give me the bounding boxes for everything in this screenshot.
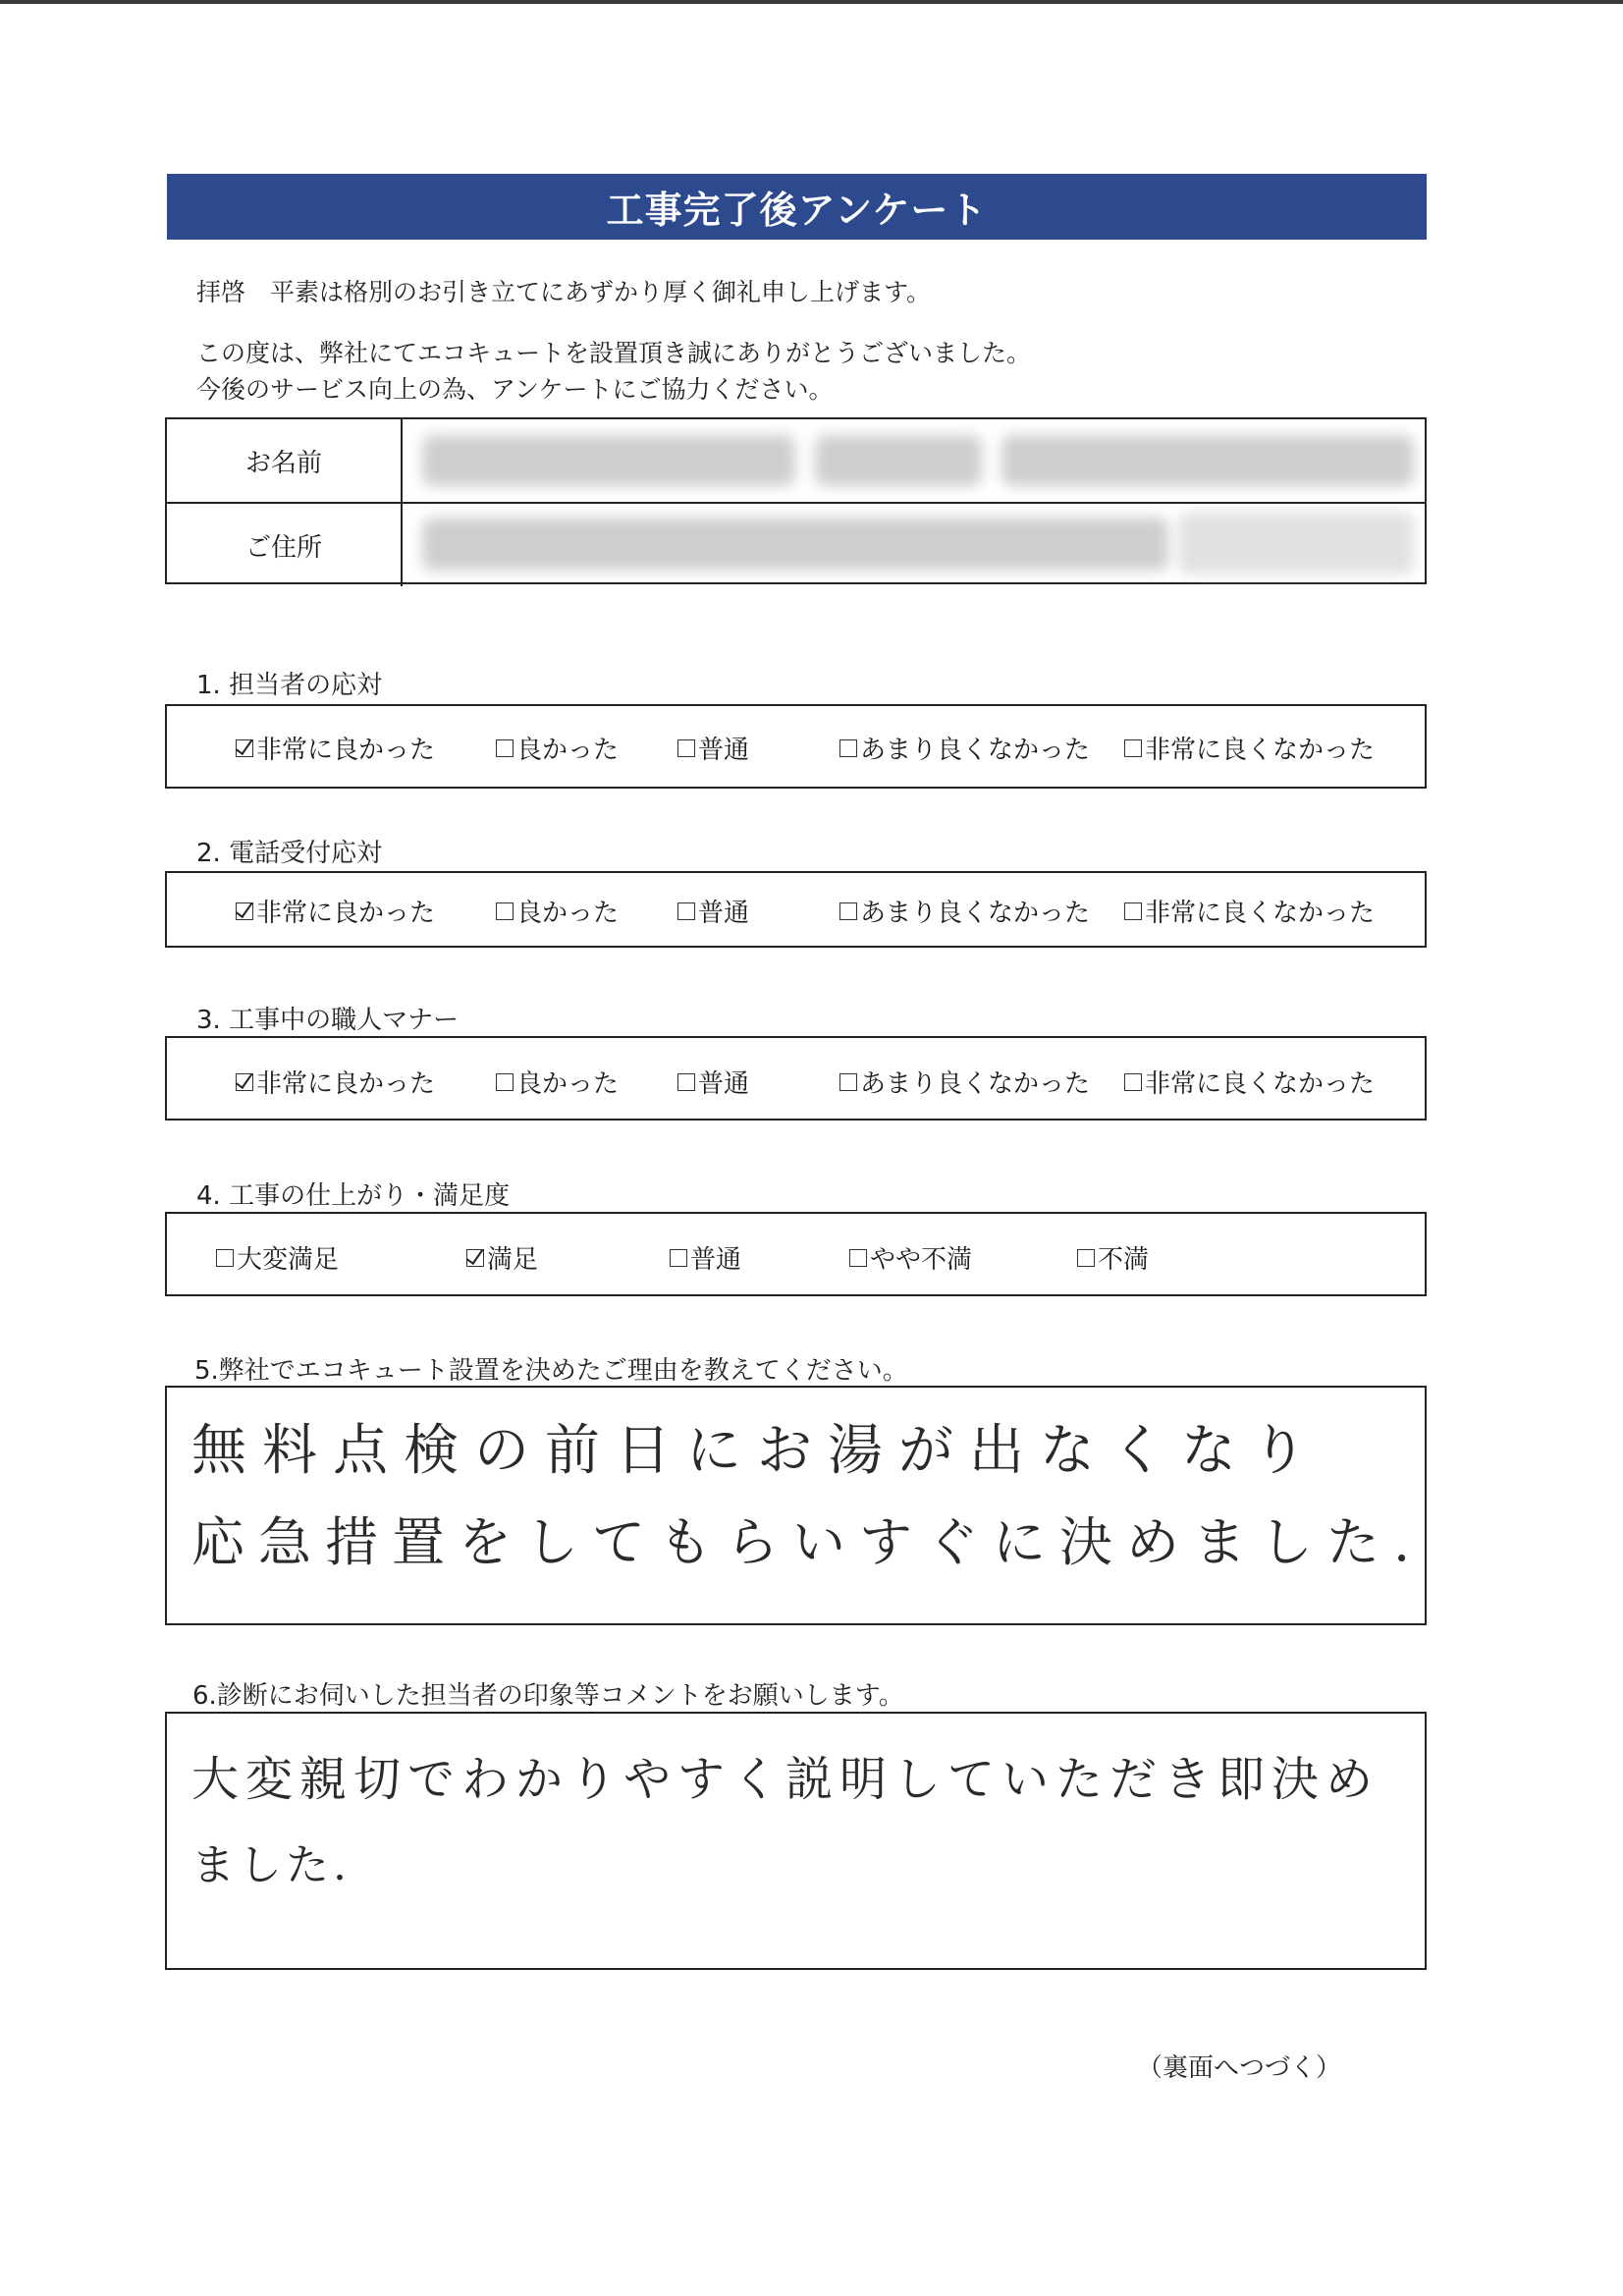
question-3-options [165, 1036, 1427, 1121]
name-label: お名前 [167, 419, 403, 502]
q4-option-satisfied[interactable]: 満足 [466, 1239, 538, 1276]
checkbox-icon[interactable] [677, 1073, 695, 1091]
checkbox-icon[interactable] [670, 1249, 687, 1267]
request-line: 今後のサービス向上の為、アンケートにご協力ください。 [196, 375, 834, 404]
q3-option-very-bad[interactable]: 非常に良くなかった [1124, 1064, 1375, 1100]
q5-answer-line-1: 無料点検の前日にお湯が出なくなり [191, 1419, 1323, 1483]
q6-answer-line-1: 大変親切でわかりやすく説明していただき即決め [191, 1752, 1380, 1807]
address-value-redacted [403, 504, 1425, 586]
q1-option-good[interactable]: 良かった [496, 730, 619, 766]
name-value-redacted [403, 419, 1425, 502]
q4-option-slightly-dissatisfied[interactable]: やや不満 [849, 1239, 972, 1276]
q1-option-very-good[interactable]: 非常に良かった [236, 730, 435, 766]
q3-option-very-good[interactable]: 非常に良かった [236, 1064, 435, 1100]
q1-option-not-good[interactable]: あまり良くなかった [839, 730, 1090, 766]
question-4-options [165, 1212, 1427, 1296]
checkbox-icon[interactable] [849, 1249, 867, 1267]
checkbox-checked-icon[interactable] [236, 739, 253, 757]
checkbox-icon[interactable] [496, 1073, 514, 1091]
checkbox-icon[interactable] [839, 739, 857, 757]
q2-option-normal[interactable]: 普通 [677, 893, 749, 929]
q5-answer-line-2: 応急措置をしてもらいすぐに決めました. [191, 1511, 1425, 1573]
question-1-label: 1. 担当者の応対 [196, 671, 383, 700]
greeting-line: 拝啓 平素は格別のお引き立てにあずかり厚く御礼申し上げます。 [196, 278, 932, 306]
question-4-label: 4. 工事の仕上がり・満足度 [196, 1181, 511, 1211]
name-row [167, 419, 1425, 502]
checkbox-icon[interactable] [839, 902, 857, 920]
q2-option-good[interactable]: 良かった [496, 893, 619, 929]
checkbox-icon[interactable] [1124, 902, 1142, 920]
checkbox-icon[interactable] [677, 739, 695, 757]
checkbox-icon[interactable] [677, 902, 695, 920]
question-2-label: 2. 電話受付応対 [196, 839, 383, 868]
question-5-answer-box[interactable] [165, 1386, 1427, 1625]
q3-option-good[interactable]: 良かった [496, 1064, 619, 1100]
q1-option-very-bad[interactable]: 非常に良くなかった [1124, 730, 1375, 766]
q4-option-very-satisfied[interactable]: 大変満足 [216, 1239, 339, 1276]
checkbox-icon[interactable] [839, 1073, 857, 1091]
q2-option-very-bad[interactable]: 非常に良くなかった [1124, 893, 1375, 929]
address-row [167, 502, 1425, 586]
checkbox-icon[interactable] [216, 1249, 234, 1267]
checkbox-checked-icon[interactable] [236, 902, 253, 920]
continued-on-back-note: （裏面へつづく） [1137, 2053, 1342, 2083]
checkbox-icon[interactable] [1124, 1073, 1142, 1091]
page-title: 工事完了後アンケート [167, 174, 1427, 240]
q1-option-normal[interactable]: 普通 [677, 730, 749, 766]
q3-option-normal[interactable]: 普通 [677, 1064, 749, 1100]
address-label: ご住所 [167, 504, 403, 586]
q3-option-not-good[interactable]: あまり良くなかった [839, 1064, 1090, 1100]
checkbox-checked-icon[interactable] [466, 1249, 484, 1267]
page-top-edge [0, 0, 1623, 4]
question-6-answer-box[interactable] [165, 1712, 1427, 1970]
q4-option-normal[interactable]: 普通 [670, 1239, 741, 1276]
checkbox-icon[interactable] [1124, 739, 1142, 757]
checkbox-icon[interactable] [1077, 1249, 1095, 1267]
q6-answer-line-2: ました. [191, 1840, 351, 1890]
customer-info-table [165, 417, 1427, 584]
question-6-label: 6.診断にお伺いした担当者の印象等コメントをお願いします。 [192, 1681, 904, 1711]
question-1-options [165, 704, 1427, 789]
question-3-label: 3. 工事中の職人マナー [196, 1006, 460, 1035]
thanks-line: この度は、弊社にてエコキュートを設置頂き誠にありがとうございました。 [196, 339, 1032, 367]
question-5-label: 5.弊社でエコキュート設置を決めたご理由を教えてください。 [194, 1356, 908, 1386]
q2-option-not-good[interactable]: あまり良くなかった [839, 893, 1090, 929]
q2-option-very-good[interactable]: 非常に良かった [236, 893, 435, 929]
question-2-options [165, 871, 1427, 948]
checkbox-icon[interactable] [496, 739, 514, 757]
checkbox-icon[interactable] [496, 902, 514, 920]
checkbox-checked-icon[interactable] [236, 1073, 253, 1091]
q4-option-dissatisfied[interactable]: 不満 [1077, 1239, 1149, 1276]
